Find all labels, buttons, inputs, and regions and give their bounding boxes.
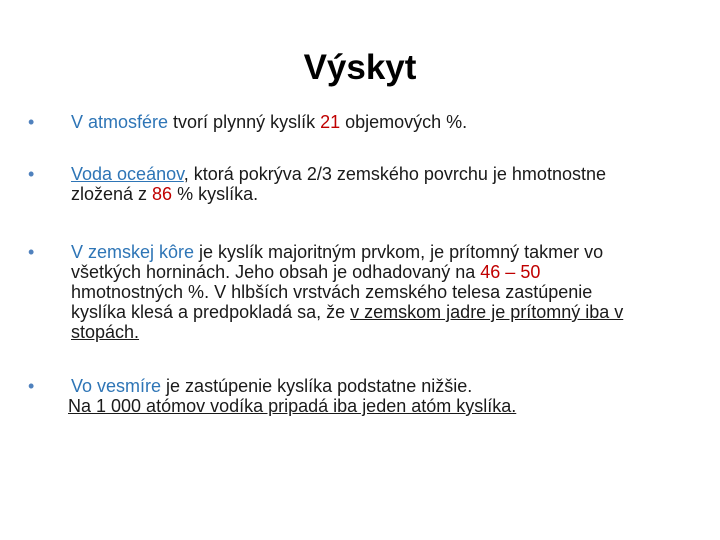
- value-atmosphere: 21: [320, 112, 341, 132]
- bullet-space: [28, 376, 692, 416]
- bullet-crust: [28, 242, 692, 342]
- bullet-line: [71, 262, 692, 282]
- bullet-text: kyslíka klesá a predpokladá sa, že: [71, 302, 351, 322]
- bullet-list: [28, 112, 692, 416]
- bullet-atmosphere: [28, 112, 692, 132]
- bullet-text: tvorí plynný kyslík: [168, 112, 321, 132]
- bullet-line: [71, 164, 692, 184]
- bullet-line: [71, 322, 692, 342]
- bullet-line: [71, 376, 692, 396]
- term-atmosphere: V atmosfére: [71, 112, 169, 132]
- bullet-dot-icon: •: [28, 164, 35, 184]
- bullet-line: [68, 396, 692, 416]
- bullet-ocean: [28, 164, 692, 204]
- bullet-line: [71, 242, 692, 262]
- term-crust: V zemskej kôre: [71, 242, 195, 262]
- bullet-line: [71, 302, 692, 322]
- bullet-line: [71, 112, 692, 132]
- bullet-line: hmotnostných %. V hlbších vrstvách zemského telesa zastúpenie: [71, 282, 593, 302]
- bullet-text: objemových %.: [340, 112, 468, 132]
- bullet-text: je zastúpenie kyslíka podstatne nižšie.: [161, 376, 473, 396]
- term-space: Vo vesmíre: [71, 376, 162, 396]
- bullet-text: , ktorá pokrýva 2/3 zemského povrchu je hmotnostne: [183, 164, 606, 184]
- underlined-text: stopách.: [71, 322, 140, 342]
- underlined-text: Na 1 000 atómov vodíka pripadá iba jeden atóm kyslíka.: [68, 396, 517, 416]
- bullet-text: zložená z: [71, 184, 153, 204]
- value-ocean: 86: [152, 184, 173, 204]
- bullet-dot-icon: •: [28, 376, 35, 396]
- term-ocean: Voda oceánov: [71, 164, 184, 184]
- bullet-dot-icon: •: [28, 112, 35, 132]
- bullet-text: je kyslík majoritným prvkom, je prítomný takmer vo: [194, 242, 604, 262]
- bullet-text: % kyslíka.: [172, 184, 259, 204]
- slide-title: Výskyt: [303, 48, 417, 87]
- bullet-line: [71, 184, 692, 204]
- value-crust: 46 – 50: [480, 262, 541, 282]
- bullet-dot-icon: •: [28, 242, 35, 262]
- underlined-text: v zemskom jadre je prítomný iba v: [350, 302, 624, 322]
- bullet-text: všetkých horninách. Jeho obsah je odhadovaný na: [71, 262, 481, 282]
